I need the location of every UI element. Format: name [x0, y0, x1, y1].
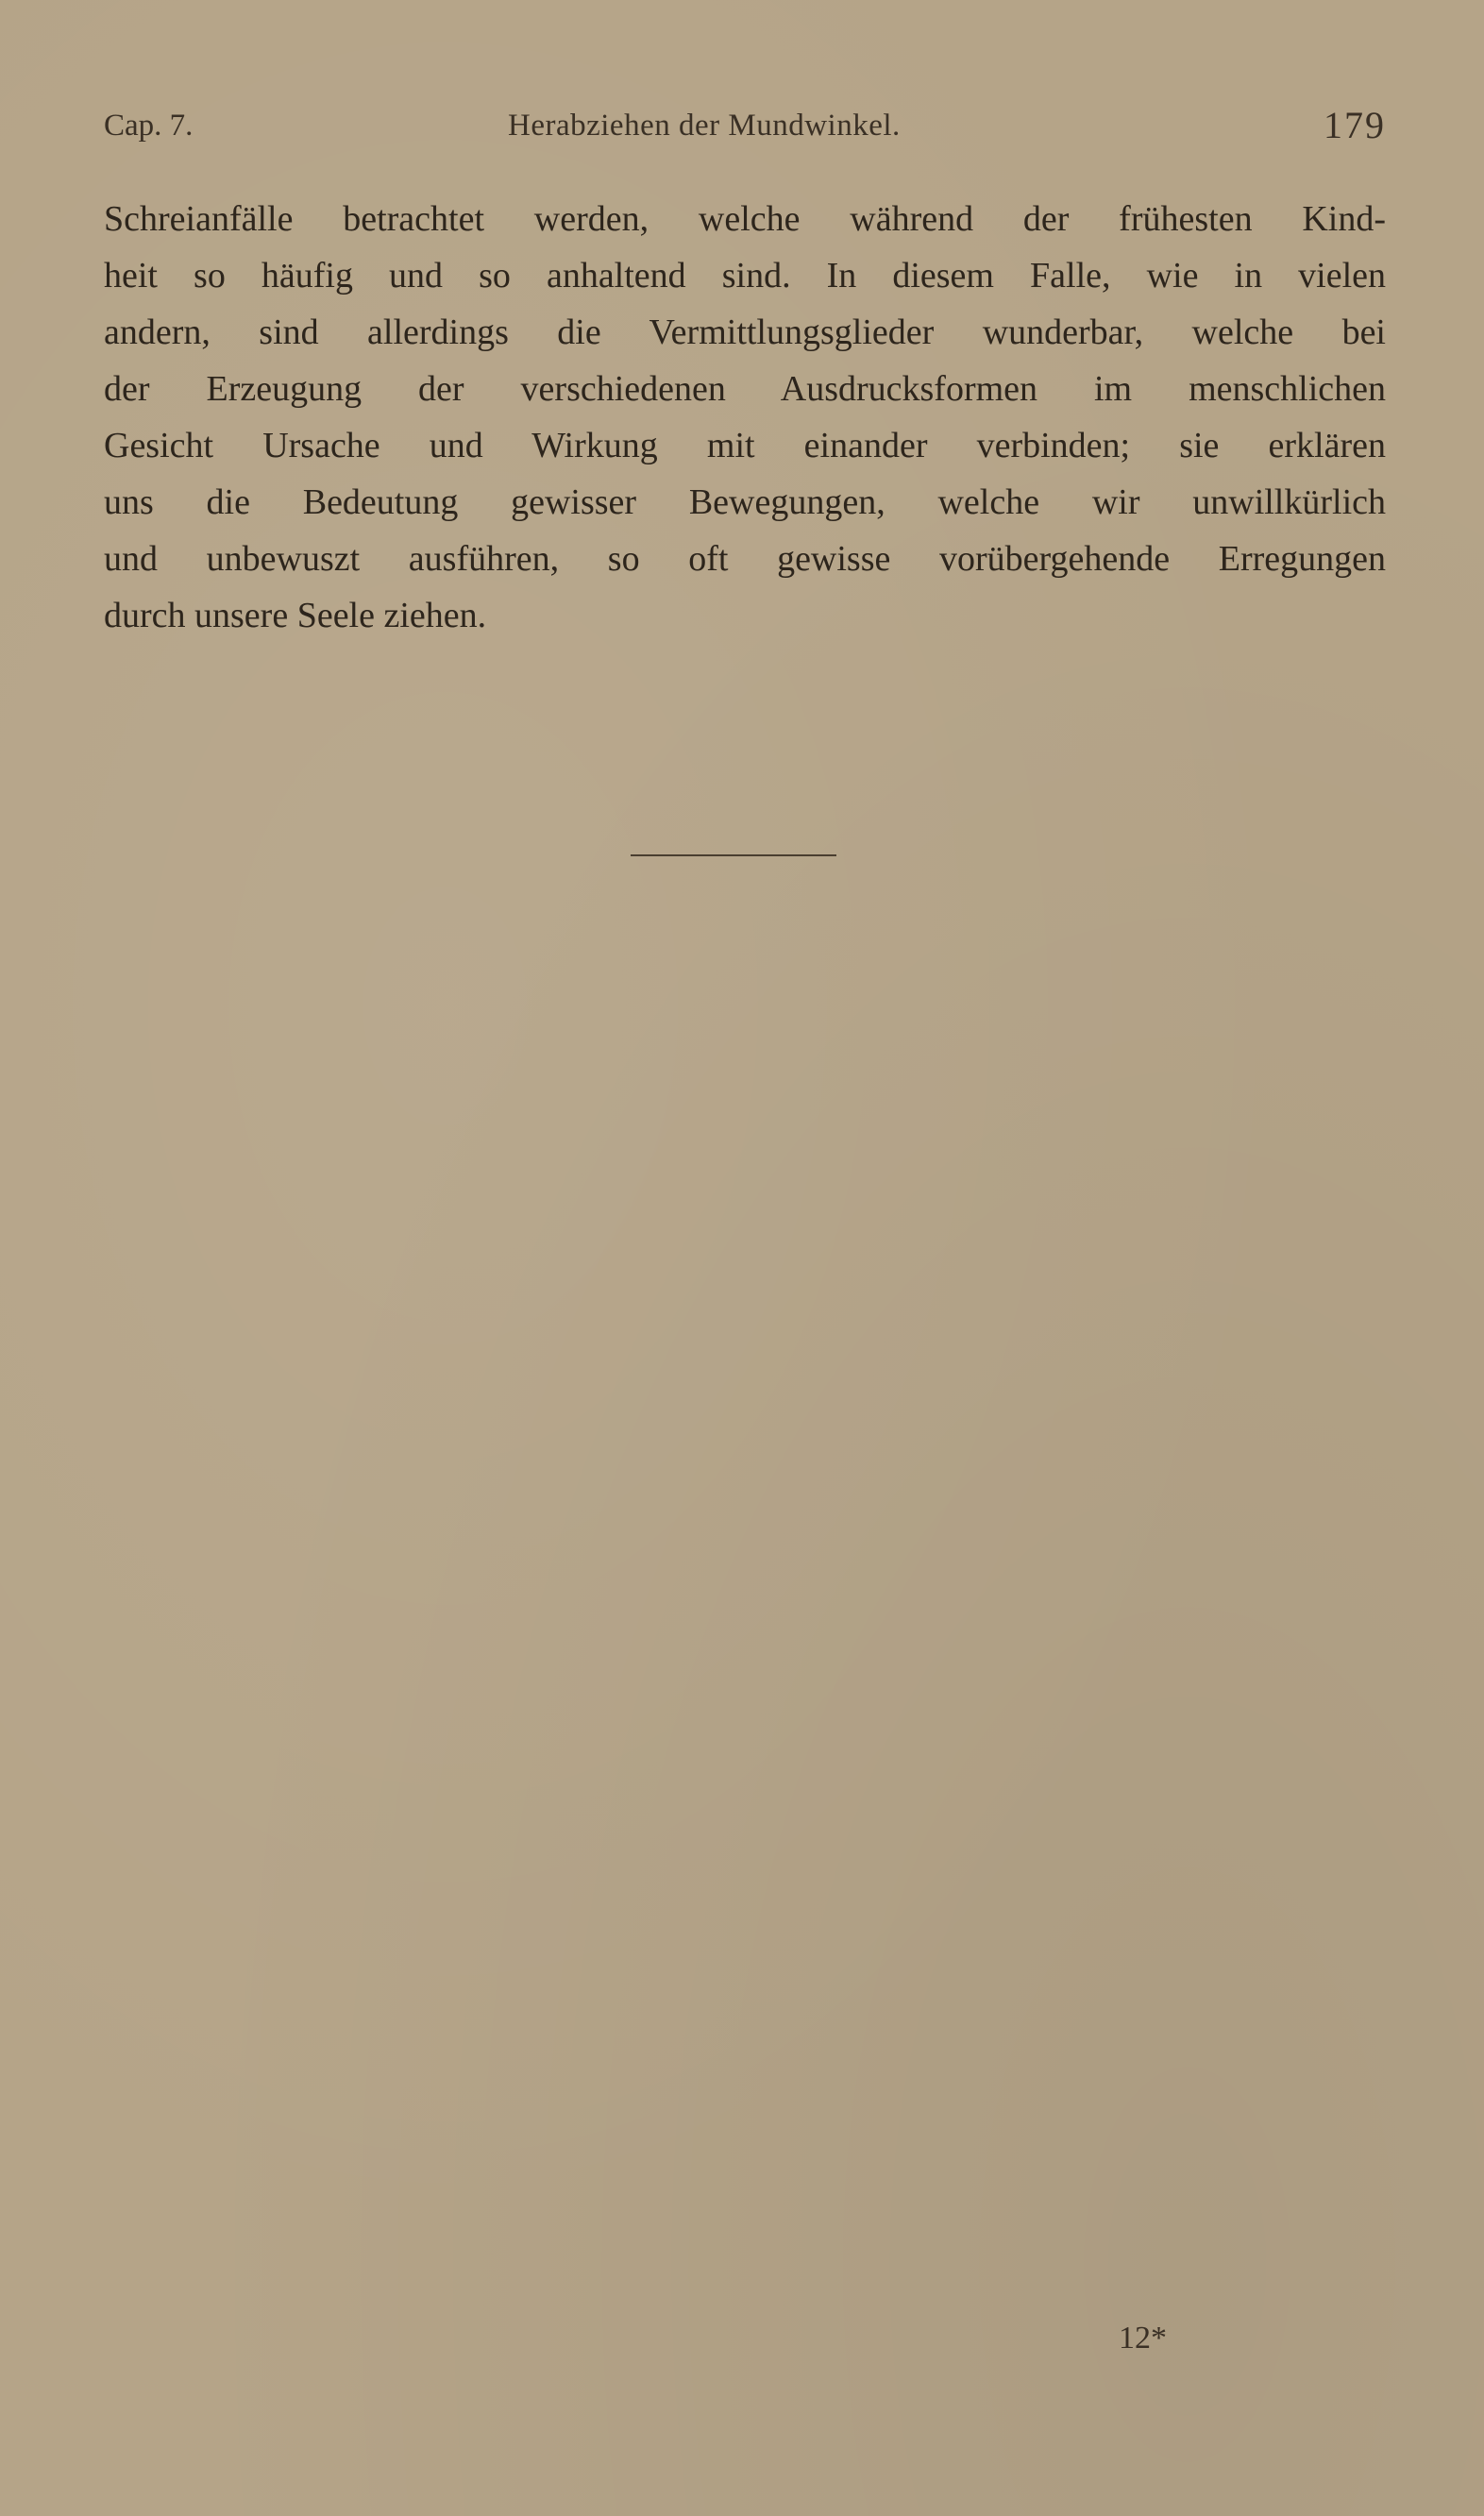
page-number: 179 — [1324, 104, 1386, 146]
text-line: heit so häufig und so anhaltend sind. In diesem Falle, wie in vielen — [104, 256, 1386, 296]
text-line: uns die Bedeutung gewisser Bewegungen, welche wir unwillkürlich — [104, 482, 1386, 522]
text-line: durch unsere Seele ziehen. — [104, 596, 487, 635]
text-line: andern, sind allerdings die Vermittlungsglieder wunderbar, welche bei — [104, 312, 1386, 352]
text-line: Schreianfälle betrachtet werden, welche während der frühesten Kind- — [104, 199, 1386, 239]
signature-mark: 12* — [1119, 2321, 1167, 2356]
running-head — [104, 102, 1386, 149]
section-end-rule — [631, 854, 836, 856]
text-line: Gesicht Ursache und Wirkung mit einander verbinden; sie erklären — [104, 426, 1386, 465]
text-line: der Erzeugung der verschiedenen Ausdrucksformen im menschlichen — [104, 369, 1386, 409]
body-paragraph — [104, 191, 1386, 644]
running-title: Herabziehen der Mundwinkel. — [508, 109, 901, 143]
chapter-label: Cap. 7. — [104, 109, 194, 143]
text-line: und unbewuszt ausführen, so oft gewisse vorübergehende Erregungen — [104, 539, 1386, 579]
